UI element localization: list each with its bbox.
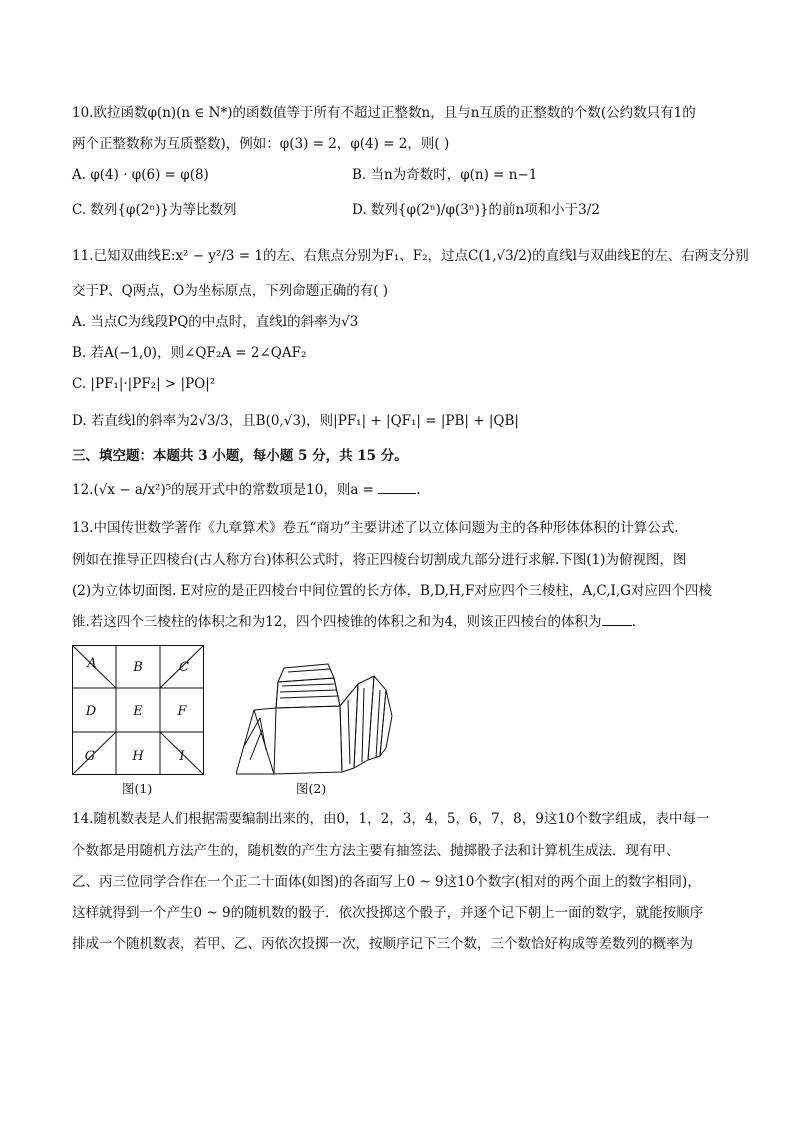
q11-option-b: B. 若A(−1,0)，则∠QF₂A = 2∠QAF₂: [72, 345, 307, 361]
q11-option-d: D. 若直线l的斜率为2√3/3，且B(0,√3)，则|PF₁| + |QF₁| = |PB| + |QB|: [72, 413, 519, 429]
q13-stem-line2: 例如在推导正四棱台(古人称方台)体积公式时，将正四棱台切割成九部分进行求解.下图(1)为俯视图，图: [72, 552, 687, 568]
q14-stem-line5: 排成一个随机数表，若甲、乙、丙依次投掷一次，按顺序记下三个数，三个数恰好构成等差数列的概率为: [72, 936, 693, 952]
section-heading-fill-in: 三、填空题：本题共 3 小题，每小题 5 分，共 15 分。: [72, 448, 408, 464]
q10-option-c: C. 数列{φ(2ⁿ)}为等比数列: [72, 202, 237, 218]
q11-option-c: C. |PF₁|·|PF₂| > |PO|²: [72, 376, 216, 392]
q10-option-a: A. φ(4) · φ(6) = φ(8): [72, 167, 209, 183]
q14-stem-line3: 乙、丙三位同学合作在一个正二十面体(如图)的各面写上0 ~ 9这10个数字(相对的两个面上的数字相同)，: [72, 874, 701, 890]
q14-stem-line2: 个数都是用随机方法产生的，随机数的产生方法主要有抽签法、抛掷骰子法和计算机生成法．现有甲、: [72, 843, 680, 859]
q10-option-b: B. 当n为奇数时，φ(n) = n−1: [352, 167, 538, 183]
q11-stem-line2: 交于P、Q两点，O为坐标原点，下列命题正确的有( ): [72, 283, 389, 299]
grid-label-h: H: [132, 749, 144, 764]
q13-stem-line1: 13.中国传世数学著作《九章算术》卷五“商功”主要讲述了以立体问题为主的各种形体体积的计算公式.: [72, 520, 679, 536]
grid-label-g: G: [84, 749, 96, 764]
figure-1-top-view: [72, 645, 204, 775]
grid-label-e: E: [133, 704, 143, 719]
q13-period: .: [631, 614, 636, 630]
q12-text: 12.(√x − a/x²)⁵的展开式中的常数项是10，则a =: [72, 482, 379, 498]
q10-option-d: D. 数列{φ(2ⁿ)/φ(3ⁿ)}的前n项和小于3/2: [352, 202, 600, 218]
grid-label-a: A: [87, 656, 97, 671]
q11-stem-line1: 11.已知双曲线E:x² − y²/3 = 1的左、右焦点分别为F₁、F₂，过点C(1,√3/2)的直线l与双曲线E的左、右两支分别: [72, 248, 749, 264]
grid-label-b: B: [133, 660, 143, 675]
figure-2-section-view: [236, 660, 394, 778]
q12-period: .: [416, 482, 421, 498]
q13-answer-blank: [602, 613, 632, 626]
q12-answer-blank: [378, 481, 416, 494]
figure-2-caption: 图(2): [296, 781, 327, 796]
q10-stem-line1: 10.欧拉函数φ(n)(n ∈ N*)的函数值等于所有不超过正整数n，且与n互质的正整数的个数(公约数只有1的: [72, 105, 696, 121]
grid-label-c: C: [179, 660, 189, 675]
grid-label-d: D: [85, 704, 97, 719]
q14-stem-line4: 这样就得到一个产生0 ~ 9的随机数的骰子．依次投掷这个骰子，并逐个记下朝上一面的数字，就能按顺序: [72, 905, 704, 921]
grid-label-i: I: [179, 749, 185, 764]
q11-option-a: A. 当点C为线段PQ的中点时，直线l的斜率为√3: [72, 314, 359, 330]
q13-stem-line4: [72, 612, 636, 632]
q13-text: 锥.若这四个三棱柱的体积之和为12，四个四棱锥的体积之和为4，则该正四棱台的体积为: [72, 614, 602, 630]
figure-1-caption: 图(1): [122, 781, 153, 796]
q13-stem-line3: (2)为立体切面图. E对应的是正四棱台中间位置的长方体，B,D,H,F对应四个三棱柱，A,C,I,G对应四个四棱: [72, 583, 712, 599]
q10-stem-line2: 两个正整数称为互质整数)，例如：φ(3) = 2，φ(4) = 2，则( ): [72, 136, 450, 152]
grid-label-f: F: [177, 704, 187, 719]
q12-stem: [72, 480, 421, 500]
q14-stem-line1: 14.随机数表是人们根据需要编制出来的，由0，1，2，3，4，5，6，7，8，9这10个数字组成，表中每一: [72, 811, 710, 827]
